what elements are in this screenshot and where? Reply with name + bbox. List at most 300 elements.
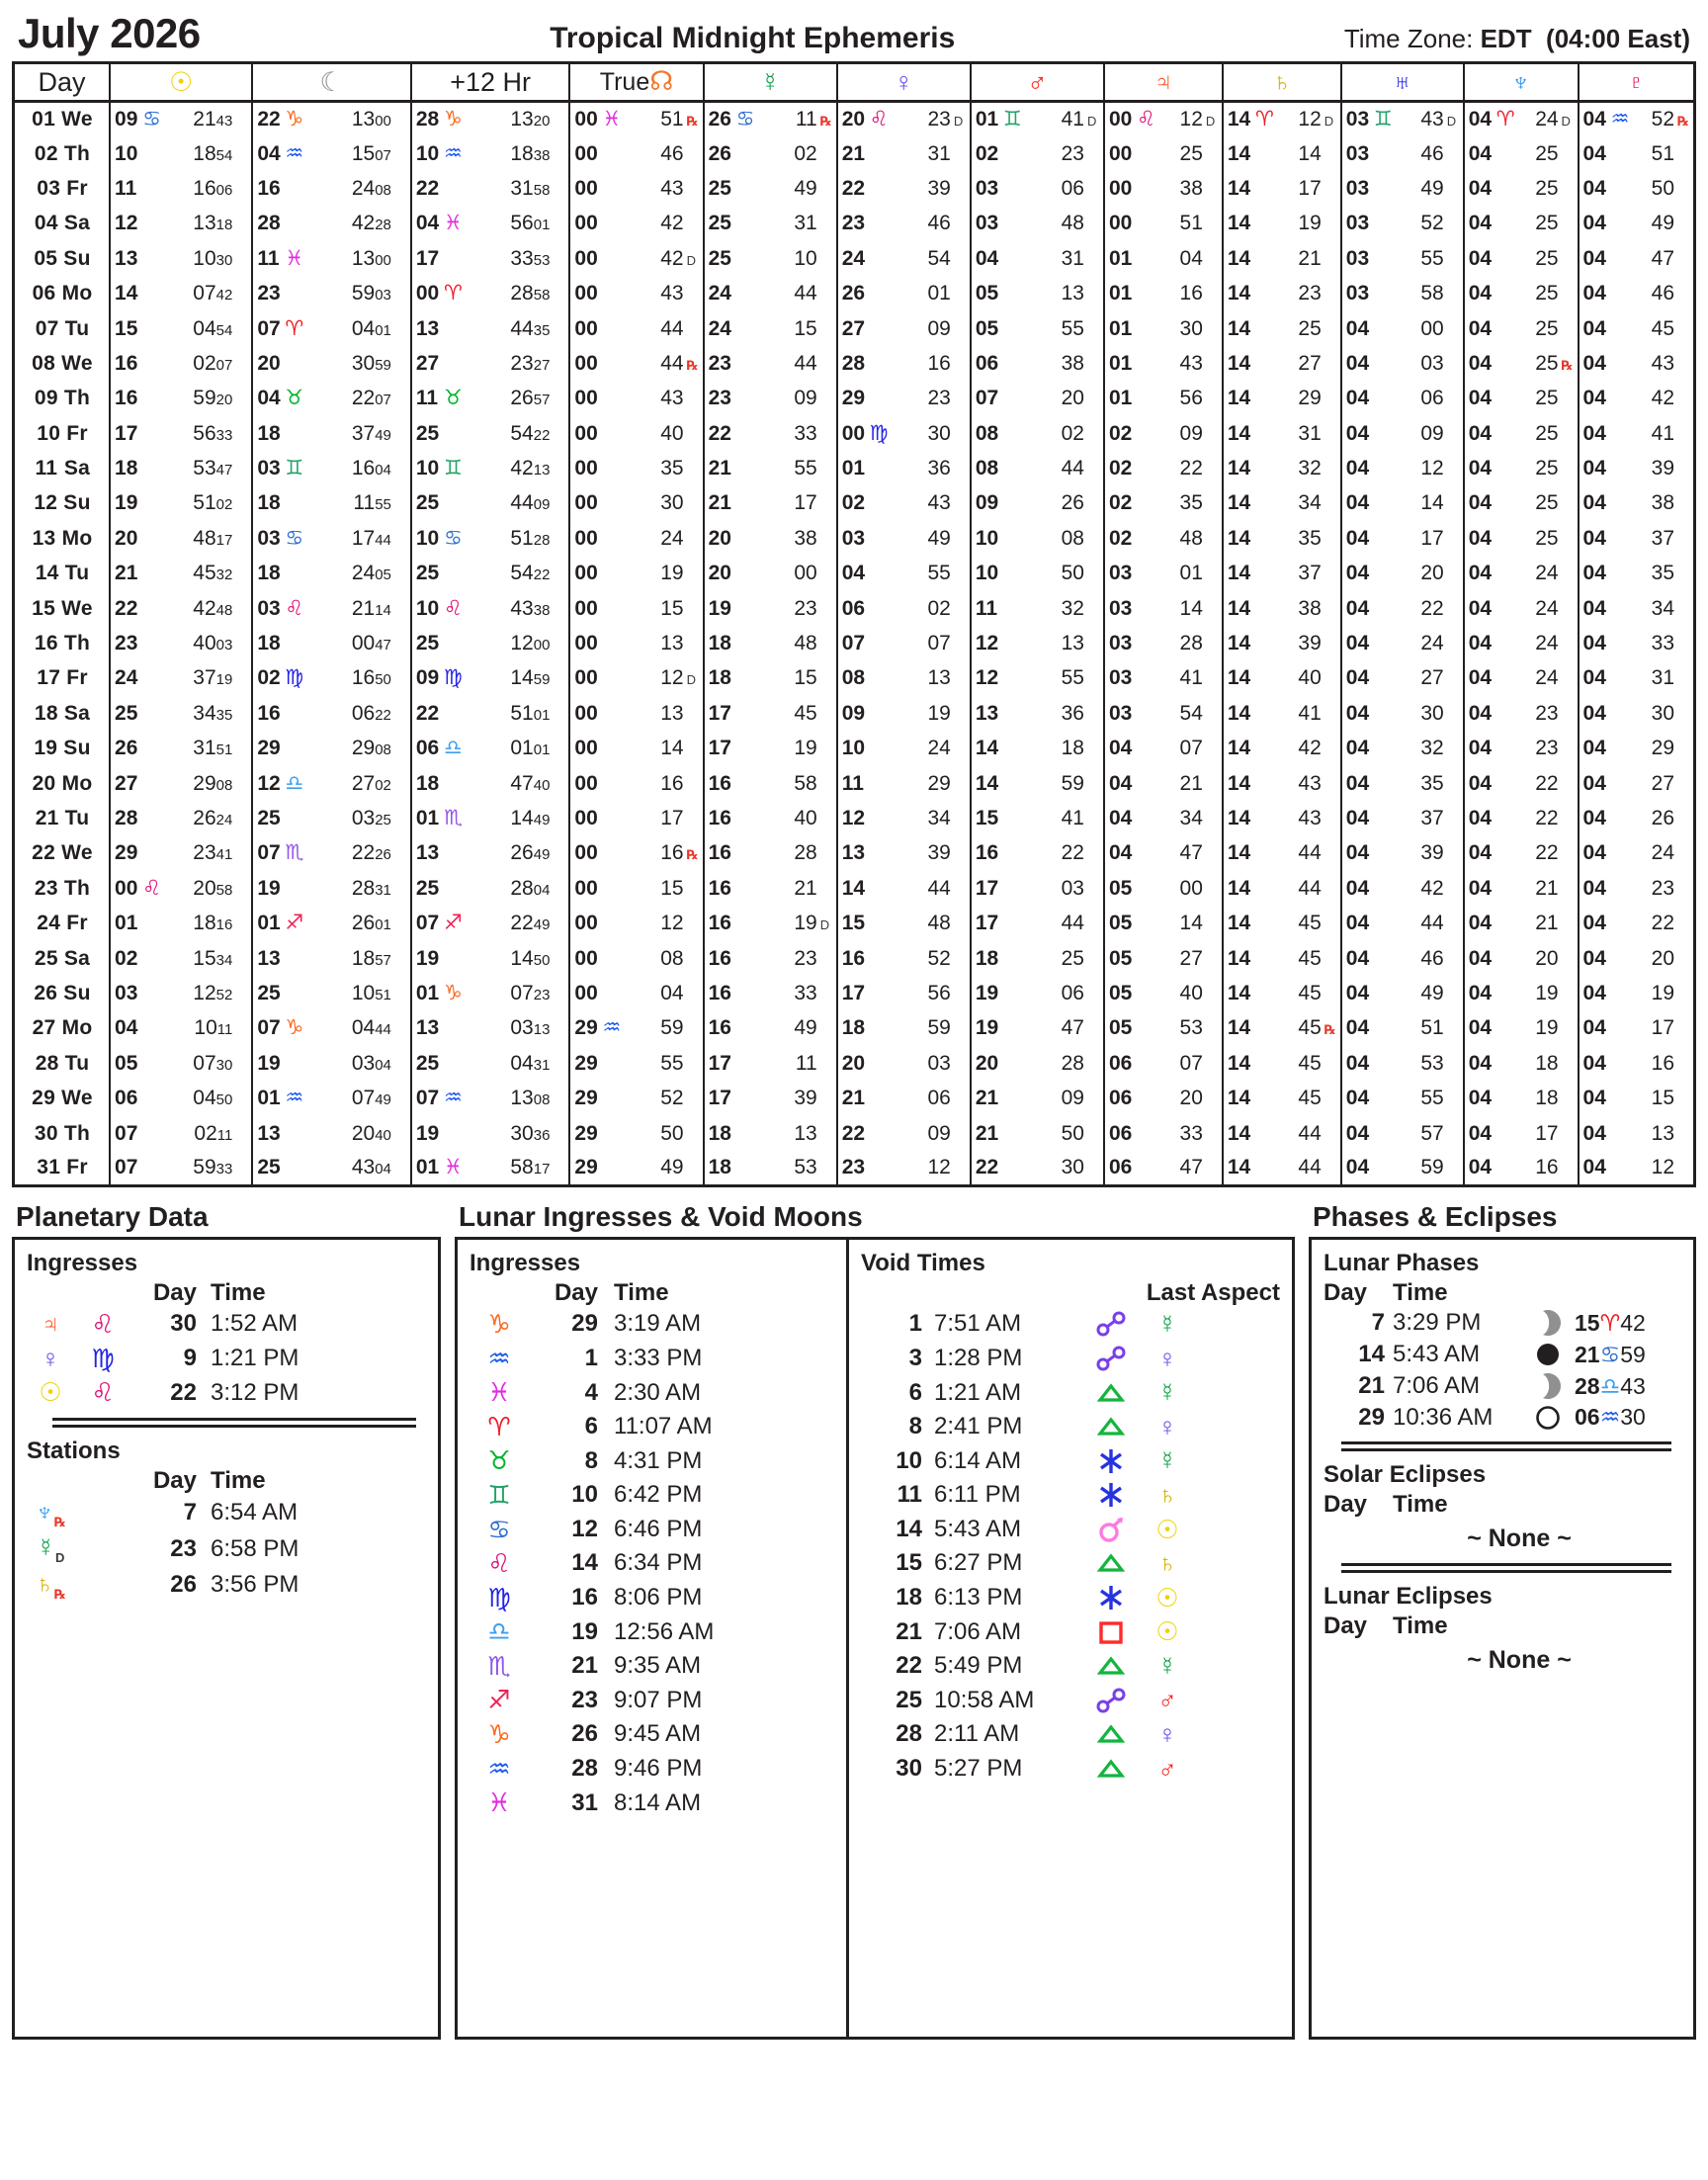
- mercury-icon: ☿: [1157, 1377, 1177, 1408]
- col-header-uranus: [1341, 63, 1464, 102]
- minute-value: 49: [794, 176, 817, 200]
- minute-value: 16: [351, 457, 376, 480]
- cell-venus: [837, 136, 971, 171]
- cell-saturn: [1223, 416, 1341, 451]
- day-number: 26: [34, 981, 58, 1004]
- degree-value: 03: [1345, 212, 1370, 235]
- list-item: [861, 1410, 1280, 1444]
- time-value: 9:07 PM: [614, 1686, 703, 1713]
- minute-value: 30: [1179, 316, 1203, 340]
- gemini-icon: ♊: [1373, 107, 1393, 131]
- minute-value: 07: [510, 981, 534, 1004]
- cell-sun: [110, 521, 252, 556]
- virgo-icon: ♍: [91, 1343, 115, 1373]
- minute-value: 59: [1620, 1341, 1646, 1367]
- time-value: 5:43 AM: [934, 1515, 1022, 1542]
- day-value: 31: [571, 1788, 598, 1816]
- mercury-icon: ☿: [1157, 1650, 1177, 1681]
- virgo-icon: ♍: [443, 666, 463, 690]
- time-value: 2:41 PM: [934, 1413, 1023, 1440]
- degree-value: 22: [115, 596, 138, 620]
- cell-neptune: [1464, 766, 1579, 801]
- second-value: 03: [215, 637, 233, 654]
- minute-value: 54: [927, 246, 951, 270]
- minute-value: 48: [1061, 212, 1084, 235]
- degree-value: 18: [708, 1121, 731, 1145]
- minute-value: 24: [1651, 841, 1674, 865]
- minute-value: 28: [794, 841, 817, 865]
- cell-sun: [110, 136, 252, 171]
- degree-value: 04: [1582, 491, 1606, 515]
- cell-jupiter: [1104, 102, 1223, 136]
- time-value: 3:33 PM: [614, 1345, 703, 1372]
- minute-value: 25: [1535, 351, 1559, 375]
- degree-value: 25: [415, 632, 440, 655]
- minute-value: 16: [193, 176, 216, 200]
- time-value: 6:13 PM: [934, 1584, 1023, 1612]
- list-item: [470, 1478, 834, 1513]
- minute-value: 12: [1651, 1156, 1674, 1179]
- list-item: [1324, 1339, 1681, 1370]
- minute-value: 00: [1420, 316, 1444, 340]
- day-of-week: Su: [63, 246, 91, 270]
- libra-icon: ♎: [1599, 1372, 1621, 1399]
- minute-value: 44: [1420, 912, 1444, 935]
- degree-value: 26: [708, 141, 731, 165]
- list-item: [470, 1307, 834, 1342]
- degree-value: 18: [708, 666, 731, 690]
- minute-value: 58: [510, 1156, 534, 1179]
- minute-value: 16: [1535, 1156, 1559, 1179]
- degree-value: 09: [115, 107, 138, 131]
- minute-value: 55: [794, 457, 817, 480]
- minute-value: 13: [510, 1087, 534, 1110]
- list-item: [470, 1717, 834, 1752]
- time-value: 7:06 AM: [934, 1617, 1022, 1645]
- minute-value: 42: [351, 212, 376, 235]
- cell-moon12: [411, 976, 570, 1010]
- mercury-icon: ☿: [760, 66, 781, 97]
- degree-value: 14: [1227, 246, 1251, 270]
- cell-venus: [837, 906, 971, 940]
- minute-value: 17: [351, 526, 376, 550]
- minute-value: 23: [927, 107, 951, 131]
- timezone-code: EDT: [1480, 24, 1532, 53]
- col-header-mercury: [704, 63, 837, 102]
- degree-value: 04: [1582, 666, 1606, 690]
- degree-value: 01: [257, 912, 281, 935]
- minute-value: 25: [1535, 457, 1559, 480]
- cell-saturn: [1223, 591, 1341, 626]
- aquarius-icon: ♒: [285, 1087, 304, 1110]
- degree-value: 14: [1227, 491, 1251, 515]
- minute-value: 19: [927, 701, 951, 725]
- degree-value: 04: [1345, 457, 1370, 480]
- cell-venus: [837, 486, 971, 521]
- minute-value: 16: [660, 841, 684, 865]
- cell-saturn: [1223, 276, 1341, 310]
- cell-neptune: [1464, 171, 1579, 206]
- cell-neptune: [1464, 1151, 1579, 1185]
- pisces-icon: ♓: [602, 107, 622, 131]
- cell-moon: [252, 276, 411, 310]
- degree-value: 19: [975, 1016, 999, 1040]
- minute-value: 03: [351, 1051, 376, 1075]
- second-value: 44: [375, 531, 391, 549]
- cell-moon: [252, 732, 411, 766]
- full-moon-icon: [1533, 1403, 1575, 1433]
- minute-value: 48: [1179, 526, 1203, 550]
- trine-icon: [1082, 1651, 1140, 1681]
- degree-value: 14: [1227, 141, 1251, 165]
- cell-sun: [110, 1046, 252, 1081]
- second-value: 57: [533, 392, 551, 409]
- day-cell: [14, 382, 111, 416]
- day-of-week: Tu: [64, 807, 90, 829]
- cell-mercury: [704, 591, 837, 626]
- cell-saturn: [1223, 732, 1341, 766]
- cell-neptune: [1464, 626, 1579, 660]
- minute-value: 52: [1651, 107, 1674, 131]
- time-value: 10:36 AM: [1393, 1403, 1494, 1431]
- degree-value: 04: [1468, 387, 1493, 410]
- planetary-stations-section: [15, 1438, 438, 1603]
- degree-value: 04: [1468, 212, 1493, 235]
- cell-sun: [110, 766, 252, 801]
- cell-mars: [971, 382, 1104, 416]
- degree-value: 15: [841, 912, 866, 935]
- cell-sun: [110, 1011, 252, 1046]
- cell-moon: [252, 382, 411, 416]
- cell-jupiter: [1104, 241, 1223, 276]
- day-value: 25: [896, 1686, 922, 1713]
- time-value: 3:12 PM: [211, 1378, 299, 1406]
- degree-value: 04: [1468, 1087, 1493, 1110]
- degree-value: 04: [1582, 946, 1606, 970]
- day-number: 29: [32, 1087, 56, 1110]
- degree-value: 03: [1108, 562, 1133, 585]
- cell-node: [569, 171, 703, 206]
- table-row: [14, 171, 1695, 206]
- table-row: [14, 346, 1695, 381]
- second-value: 48: [215, 601, 233, 619]
- degree-value: 07: [415, 1087, 440, 1110]
- degree-value: 03: [975, 176, 999, 200]
- degree-value: 00: [574, 246, 598, 270]
- minute-value: 44: [510, 491, 534, 515]
- degree-value: 04: [1345, 771, 1370, 795]
- cell-venus: [837, 521, 971, 556]
- cell-node: [569, 1081, 703, 1115]
- day-of-week: Fr: [66, 912, 88, 935]
- cell-moon12: [411, 346, 570, 381]
- cell-jupiter: [1104, 346, 1223, 381]
- list-item: [470, 1581, 834, 1615]
- cell-mercury: [704, 906, 837, 940]
- time-column-label: Time: [1393, 1612, 1448, 1639]
- minute-value: 25: [1179, 141, 1203, 165]
- aries-icon: ♈: [1599, 1309, 1621, 1336]
- col-header-neptune: [1464, 63, 1579, 102]
- cell-node: [569, 1046, 703, 1081]
- day-number: 30: [34, 1121, 58, 1145]
- cell-neptune: [1464, 486, 1579, 521]
- minute-value: 24: [927, 737, 951, 760]
- second-value: 01: [533, 741, 551, 759]
- table-row: [14, 276, 1695, 310]
- degree-value: 12: [841, 807, 866, 829]
- degree-value: 02: [115, 946, 138, 970]
- cell-sun: [110, 1151, 252, 1185]
- minute-value: 45: [193, 562, 216, 585]
- degree-value: 12: [975, 666, 999, 690]
- degree-value: 14: [1227, 666, 1251, 690]
- day-cell: [14, 451, 111, 485]
- list-item: [861, 1375, 1280, 1410]
- minute-value: 47: [1651, 246, 1674, 270]
- degree-value: 25: [415, 491, 440, 515]
- minute-value: 21: [1535, 876, 1559, 900]
- minute-value: 50: [1651, 176, 1674, 200]
- second-value: 42: [215, 287, 233, 305]
- degree-value: 26: [115, 737, 138, 760]
- cell-moon12: [411, 1046, 570, 1081]
- saturn-icon: $♄_℞$: [35, 1568, 66, 1602]
- minute-value: 14: [510, 807, 534, 829]
- cell-neptune: [1464, 976, 1579, 1010]
- degree-value: 04: [1468, 562, 1493, 585]
- cell-moon12: [411, 451, 570, 485]
- cell-venus: [837, 557, 971, 591]
- minute-value: 58: [794, 771, 817, 795]
- time-value: 5:49 PM: [934, 1652, 1023, 1680]
- minute-value: 28: [510, 282, 534, 305]
- cell-mars: [971, 1151, 1104, 1185]
- degree-value: 04: [1468, 841, 1493, 865]
- table-row: [14, 696, 1695, 731]
- degree-value: 18: [257, 421, 281, 445]
- aquarius-icon: ♒: [602, 1016, 622, 1040]
- minute-value: 02: [194, 1121, 217, 1145]
- cell-moon: [252, 557, 411, 591]
- minute-value: 20: [1651, 946, 1674, 970]
- degree-value: 00: [574, 107, 598, 131]
- cell-moon12: [411, 696, 570, 731]
- minute-value: 50: [1061, 1121, 1084, 1145]
- retrograde-marker: ℞: [53, 1586, 66, 1602]
- pisces-icon: ♓: [443, 212, 463, 235]
- table-row: [14, 521, 1695, 556]
- list-item: [470, 1752, 834, 1787]
- list-item: [27, 1530, 426, 1566]
- day-number: 12: [34, 491, 58, 515]
- cell-moon: [252, 1116, 411, 1151]
- cell-saturn: [1223, 941, 1341, 976]
- second-value: 31: [375, 881, 391, 899]
- minute-value: 17: [660, 807, 684, 829]
- minute-value: 40: [1298, 666, 1322, 690]
- degree-value: 07: [257, 841, 281, 865]
- direct-marker: D: [1446, 113, 1457, 129]
- minute-value: 43: [1420, 107, 1444, 131]
- minute-value: 11: [353, 491, 376, 515]
- degree-value: 04: [1582, 212, 1606, 235]
- second-value: 22: [375, 706, 391, 724]
- minute-value: 56: [927, 981, 951, 1004]
- day-of-week: Mo: [61, 526, 93, 550]
- cell-moon: [252, 136, 411, 171]
- cell-uranus: [1341, 521, 1464, 556]
- day-value: 8: [908, 1413, 922, 1440]
- degree-value: 25: [115, 701, 138, 725]
- degree-value: 18: [708, 632, 731, 655]
- minute-value: 25: [1535, 491, 1559, 515]
- minute-value: 49: [1420, 176, 1444, 200]
- day-of-week: Fr: [66, 666, 88, 690]
- second-value: 07: [215, 356, 233, 374]
- day-of-week: Su: [63, 737, 91, 760]
- degree-value: 03: [1345, 107, 1370, 131]
- cell-saturn: [1223, 102, 1341, 136]
- list-item: [861, 1581, 1280, 1615]
- degree-value: 18: [257, 491, 281, 515]
- degree-value: 02: [257, 666, 281, 690]
- minute-value: 36: [927, 457, 951, 480]
- cell-mercury: [704, 1081, 837, 1115]
- degree-value: 06: [975, 351, 999, 375]
- day-number: 09: [34, 387, 58, 410]
- minute-value: 04: [193, 1087, 216, 1110]
- degree-value: 00: [574, 316, 598, 340]
- minute-value: 07: [193, 1051, 216, 1075]
- cell-neptune: [1464, 1046, 1579, 1081]
- cell-moon12: [411, 241, 570, 276]
- day-of-week: Su: [63, 981, 91, 1004]
- degree-value: 16: [708, 1016, 731, 1040]
- minute-value: 12: [1298, 107, 1322, 131]
- degree-value: 00: [574, 562, 598, 585]
- minute-value: 45: [1298, 946, 1322, 970]
- list-item: [470, 1342, 834, 1376]
- gemini-icon: ♊: [285, 457, 304, 480]
- minute-value: 25: [1535, 421, 1559, 445]
- degree-value: 17: [708, 737, 731, 760]
- cell-pluto: [1579, 382, 1695, 416]
- list-item: [861, 1342, 1280, 1376]
- cell-pluto: [1579, 871, 1695, 906]
- day-cell: [14, 241, 111, 276]
- degree-value: 22: [975, 1156, 999, 1179]
- minute-value: 46: [1651, 282, 1674, 305]
- cell-sun: [110, 732, 252, 766]
- gemini-icon: ♊: [487, 1480, 511, 1510]
- day-value: 6: [584, 1413, 598, 1440]
- capricorn-icon: ♑: [285, 1016, 304, 1040]
- phase-position: 15♈42: [1575, 1309, 1646, 1336]
- minute-value: 43: [1179, 351, 1203, 375]
- minute-value: 26: [510, 387, 534, 410]
- minute-value: 52: [660, 1087, 684, 1110]
- cell-node: [569, 661, 703, 696]
- minute-value: 46: [1420, 946, 1444, 970]
- day-cell: [14, 171, 111, 206]
- minute-value: 44: [660, 351, 684, 375]
- degree-value: 00: [574, 596, 598, 620]
- pisces-icon: ♓: [285, 246, 304, 270]
- cell-moon12: [411, 207, 570, 241]
- second-value: 01: [375, 321, 391, 339]
- cell-pluto: [1579, 136, 1695, 171]
- cell-moon12: [411, 661, 570, 696]
- degree-value: 27: [415, 351, 440, 375]
- lunar-ingresses-heading: Ingresses: [470, 1250, 581, 1277]
- degree-value: 04: [1108, 841, 1133, 865]
- minute-value: 04: [1179, 246, 1203, 270]
- time-value: 8:06 PM: [614, 1584, 703, 1612]
- cell-mars: [971, 1011, 1104, 1046]
- degree-value: 03: [1345, 246, 1370, 270]
- uranus-icon: ♅: [1392, 66, 1412, 97]
- table-row: [14, 661, 1695, 696]
- minute-value: 21: [1535, 912, 1559, 935]
- degree-value: 00: [574, 946, 598, 970]
- time-value: 1:52 AM: [211, 1310, 299, 1338]
- degree-value: 25: [257, 807, 281, 829]
- cell-neptune: [1464, 136, 1579, 171]
- day-of-week: We: [61, 841, 93, 865]
- minute-value: 20: [351, 1121, 376, 1145]
- trine-icon: [1082, 1548, 1140, 1578]
- stations-columns: [27, 1467, 426, 1495]
- degree-value: 23: [115, 632, 138, 655]
- minute-value: 44: [510, 316, 534, 340]
- degree-value: 14: [1227, 981, 1251, 1004]
- minute-value: 38: [1298, 596, 1322, 620]
- minute-value: 51: [1179, 212, 1203, 235]
- minute-value: 19: [1651, 981, 1674, 1004]
- minute-value: 42: [1651, 387, 1674, 410]
- retrograde-marker: ℞: [1561, 357, 1574, 373]
- degree-value: 06: [115, 1087, 138, 1110]
- lunar-panel-title: Lunar Ingresses & Void Moons: [459, 1201, 863, 1233]
- second-value: 01: [533, 706, 551, 724]
- degree-value: 12: [257, 771, 281, 795]
- minute-value: 38: [794, 526, 817, 550]
- degree-value: 14: [1227, 1016, 1251, 1040]
- degree-value: 29: [115, 841, 138, 865]
- minute-value: 30: [660, 491, 684, 515]
- list-item: [861, 1513, 1280, 1547]
- degree-value: 23: [841, 1156, 866, 1179]
- cell-venus: [837, 696, 971, 731]
- day-cell: [14, 591, 111, 626]
- degree-value: 25: [415, 562, 440, 585]
- minute-value: 38: [1061, 351, 1084, 375]
- degree-value: 04: [1468, 981, 1493, 1004]
- minute-value: 41: [1651, 421, 1674, 445]
- minute-value: 31: [1651, 666, 1674, 690]
- minute-value: 55: [1420, 1087, 1444, 1110]
- minute-value: 33: [794, 981, 817, 1004]
- cell-mercury: [704, 311, 837, 346]
- degree-value: 04: [1468, 176, 1493, 200]
- table-header-row: [14, 63, 1695, 102]
- cell-mercury: [704, 136, 837, 171]
- cell-moon: [252, 591, 411, 626]
- table-row: [14, 801, 1695, 835]
- degree-value: 04: [1582, 771, 1606, 795]
- col-header-jupiter: [1104, 63, 1223, 102]
